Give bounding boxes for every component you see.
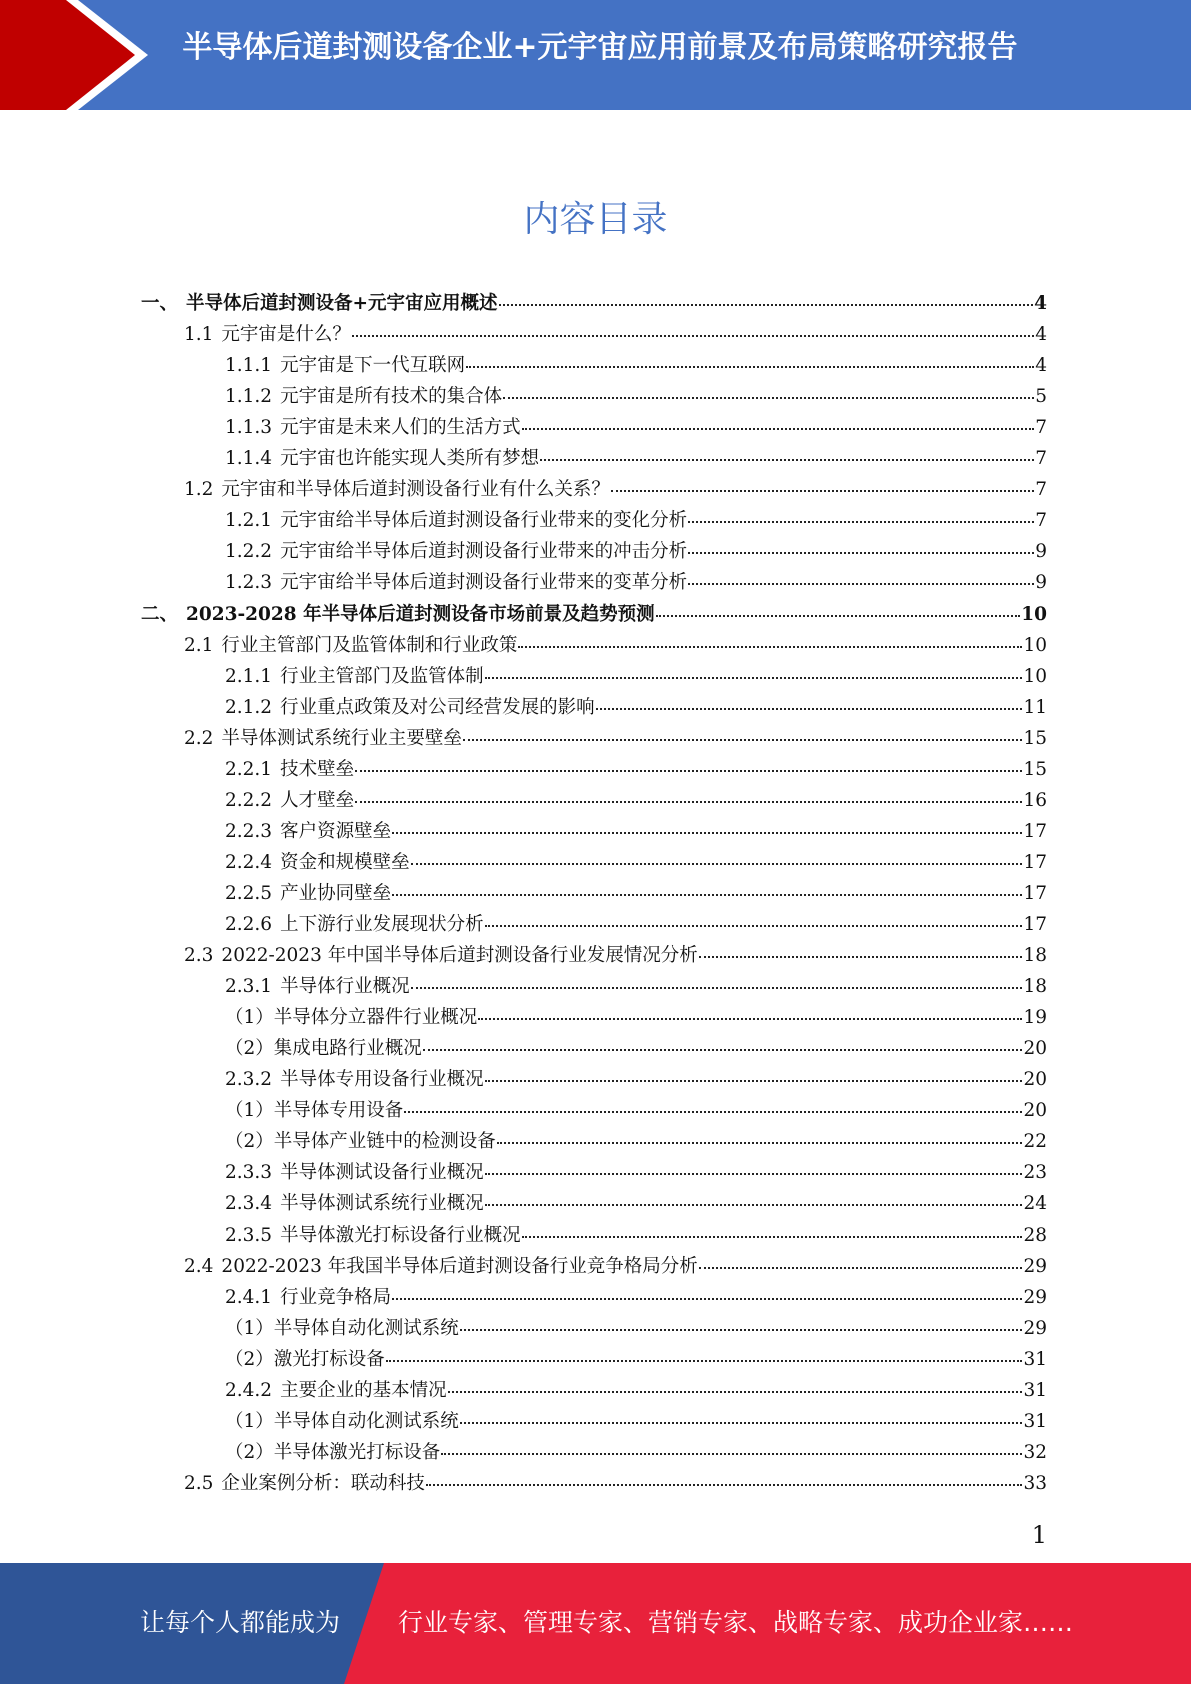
toc-leader-dots [522,406,1035,430]
toc-entry-title: 半导体产业链中的检测设备 [273,1131,496,1153]
toc-entry-title: 行业竞争格局 [280,1286,392,1308]
toc-entry-number: （2） [225,1131,274,1153]
toc-entry-title: 2023-2028 年半导体后道封测设备市场前景及趋势预测 [186,603,655,625]
toc-entry[interactable] [141,285,1047,316]
toc-entry-page: 7 [1035,448,1047,470]
toc-leader-dots [656,593,1021,617]
toc-leader-dots [441,1431,1022,1455]
toc-entry-page: 22 [1023,1131,1047,1153]
toc-entry-title: 元宇宙是什么？ [221,324,351,346]
toc-entry-number: 1.2.3 [225,572,273,594]
toc-leader-dots [518,624,1022,648]
toc-leader-dots [411,965,1023,989]
toc-entry[interactable] [225,502,1047,533]
toc-entry[interactable] [225,844,1047,875]
toc-entry-number: 2.3.2 [225,1069,273,1091]
header-red-chevron [0,0,150,110]
toc-entry-title: 半导体分立器件行业概况 [273,1007,478,1029]
toc-entry[interactable] [184,471,1047,502]
toc-entry-page: 4 [1035,355,1047,377]
toc-leader-dots [386,1338,1023,1362]
toc-entry[interactable] [225,1310,1047,1341]
toc-entry-number: 2.4.2 [225,1379,273,1401]
toc-leader-dots [485,655,1023,679]
toc-entry-number: 1.2.1 [225,510,273,532]
toc-leader-dots [463,717,1023,741]
toc-leader-dots [423,1027,1023,1051]
toc-entry-number: 2.2.1 [225,758,273,780]
toc-leader-dots [404,1089,1022,1113]
toc-entry-page: 23 [1023,1162,1047,1184]
toc-leader-dots [699,1245,1023,1269]
toc-entry[interactable] [225,1092,1047,1123]
toc-entry-title: 元宇宙和半导体后道封测设备行业有什么关系？ [221,479,610,501]
toc-leader-dots [392,810,1022,834]
toc-leader-dots [448,1369,1023,1393]
toc-entry-title: 半导体行业概况 [280,976,410,998]
toc-entry-title: 主要企业的基本情况 [280,1379,447,1401]
toc-leader-dots [688,530,1034,554]
toc-entry-title: 元宇宙也许能实现人类所有梦想 [280,448,540,470]
toc-entry[interactable] [184,1248,1047,1279]
toc-entry-title: 2022-2023 年中国半导体后道封测设备行业发展情况分析 [221,945,698,967]
toc-entry-title: 产业协同壁垒 [280,882,392,904]
footer-banner [0,1563,1191,1684]
toc-entry[interactable] [225,1185,1047,1216]
toc-entry[interactable] [141,596,1047,627]
toc-entry-title: 企业案例分析：联动科技 [221,1472,425,1494]
toc-leader-dots [352,313,1034,337]
toc-entry[interactable] [225,813,1047,844]
toc-entry-number: 2.2 [184,727,214,749]
toc-entry[interactable] [225,378,1047,409]
toc-entry[interactable] [184,316,1047,347]
toc-entry-title: 半导体自动化测试系统 [273,1410,459,1432]
toc-entry[interactable] [225,1341,1047,1372]
toc-leader-dots [466,344,1034,368]
toc-entry-number: 一、 [141,293,179,314]
toc-leader-dots [699,934,1023,958]
toc-entry-page: 32 [1023,1441,1047,1463]
toc-entry-title: 半导体自动化测试系统 [273,1317,459,1339]
toc-entry[interactable] [225,1372,1047,1403]
toc-leader-dots [540,437,1034,461]
toc-entry-title: 元宇宙是所有技术的集合体 [280,386,503,408]
toc-entry-number: 二、 [141,603,179,625]
toc-entry-title: 半导体专用设备行业概况 [280,1069,484,1091]
toc-entry-number: 1.1.3 [225,417,273,439]
toc-entry-page: 9 [1035,541,1047,563]
toc-entry-page: 7 [1035,479,1047,501]
toc-entry[interactable] [225,1030,1047,1061]
toc-entry-number: （1） [225,1100,274,1122]
toc-heading: 内容目录 [523,199,668,240]
toc-entry-title: 元宇宙给半导体后道封测设备行业带来的冲击分析 [280,541,688,563]
toc-entry-number: （1） [225,1410,274,1432]
header-banner [0,0,1191,110]
toc-leader-dots [355,748,1022,772]
toc-entry-page: 31 [1023,1348,1047,1370]
toc-entry-page: 20 [1023,1100,1047,1122]
toc-entry-page: 28 [1023,1224,1047,1246]
toc-entry-page: 29 [1023,1255,1047,1277]
toc-entry-page: 17 [1023,882,1047,904]
toc-entry-page: 17 [1023,914,1047,935]
toc-entry-number: 1.2 [184,479,214,501]
toc-entry-title: 技术壁垒 [280,758,355,780]
toc-entry-page: 16 [1023,789,1047,811]
toc-entry[interactable] [225,409,1047,440]
report-title: 半导体后道封测设备企业+元宇宙应用前景及布局策略研究报告 [182,30,1018,65]
footer-slogan-right: 行业专家、管理专家、营销专家、战略专家、成功企业家…… [398,1608,1074,1637]
toc-entry-title: 半导体激光打标设备行业概况 [280,1224,521,1246]
toc-entry-number: 2.1.2 [225,696,273,718]
toc-leader-dots [497,1120,1023,1144]
toc-entry-page: 5 [1035,386,1047,408]
toc-leader-dots [460,1307,1023,1331]
toc-entry-number: 2.3.1 [225,976,273,998]
toc-entry[interactable] [225,347,1047,378]
toc-entry-title: 半导体激光打标设备 [273,1441,441,1463]
toc-entry[interactable] [184,937,1047,968]
toc-entry-page: 4 [1035,324,1047,346]
toc-entry[interactable] [225,1279,1047,1310]
toc-entry-title: 资金和规模壁垒 [280,851,410,873]
toc-entry[interactable] [225,1123,1047,1154]
toc-entry-page: 18 [1023,976,1047,998]
toc-entry-page: 33 [1023,1472,1047,1494]
toc-entry[interactable] [225,875,1047,906]
toc-leader-dots [460,1400,1023,1424]
toc-entry-title: 元宇宙是未来人们的生活方式 [280,417,521,439]
toc-entry[interactable] [225,533,1047,564]
toc-leader-dots [426,1462,1023,1486]
toc-entry-title: 半导体专用设备 [273,1100,404,1122]
toc-entry[interactable] [225,564,1047,595]
toc-entry[interactable] [184,720,1047,751]
toc-entry-title: 元宇宙给半导体后道封测设备行业带来的变革分析 [280,572,688,594]
toc-entry-page: 29 [1023,1317,1047,1339]
toc-entry-number: 2.3.5 [225,1224,273,1246]
toc-leader-dots [485,1058,1023,1082]
toc-entry-title: 半导体测试系统行业主要壁垒 [221,727,462,749]
toc-entry-page: 18 [1023,945,1047,967]
toc-leader-dots [392,872,1022,896]
toc-entry-page: 20 [1023,1038,1047,1060]
toc-leader-dots [503,375,1034,399]
toc-entry-title: 客户资源壁垒 [280,820,392,842]
toc-entry[interactable] [184,1465,1047,1496]
toc-entry-page: 24 [1023,1193,1047,1215]
toc-entry-number: 2.2.3 [225,820,273,842]
toc-entry-page: 7 [1035,510,1047,532]
toc-entry[interactable] [225,751,1047,782]
toc-entry-title: 半导体测试设备行业概况 [280,1162,484,1184]
toc-entry-number: （2） [225,1441,274,1463]
toc-leader-dots [522,1214,1023,1238]
toc-entry-number: 2.3.3 [225,1162,273,1184]
toc-entry[interactable] [225,1217,1047,1248]
toc-entry[interactable] [225,782,1047,813]
toc-leader-dots [485,1182,1023,1206]
toc-entry-page: 15 [1023,758,1047,780]
toc-entry-number: 1.1.1 [225,355,273,377]
toc-entry-number: 2.2.4 [225,851,273,873]
toc-entry-number: 2.1.1 [225,665,273,687]
toc-entry-number: 2.2.2 [225,789,273,811]
toc-entry-number: （2） [225,1038,274,1060]
toc-leader-dots [411,841,1023,865]
toc-entry[interactable] [225,1154,1047,1185]
toc-entry-page: 10 [1023,634,1047,656]
toc-entry-number: 1.1.2 [225,386,273,408]
toc-entry[interactable] [225,999,1047,1030]
toc-entry-number: 1.2.2 [225,541,273,563]
toc-entry-title: 元宇宙是下一代互联网 [280,355,466,377]
toc-leader-dots [596,686,1023,710]
toc-entry[interactable] [225,689,1047,720]
toc-entry-page: 31 [1023,1410,1047,1432]
page-number: 1 [1031,1521,1047,1549]
toc-entry-page: 20 [1023,1069,1047,1091]
toc-entry-title: 上下游行业发展现状分析 [280,914,484,935]
toc-entry[interactable] [184,627,1047,658]
toc-entry-number: 2.3 [184,945,214,967]
toc-entry-page: 19 [1023,1007,1047,1029]
toc-entry-title: 集成电路行业概况 [273,1038,422,1060]
toc-entry[interactable] [225,906,1047,937]
toc-entry-title: 元宇宙给半导体后道封测设备行业带来的变化分析 [280,510,688,532]
toc-entry[interactable] [225,1434,1047,1465]
toc-entry-title: 激光打标设备 [273,1348,385,1370]
toc-entry-page: 10 [1021,603,1047,625]
toc-leader-dots [478,996,1022,1020]
toc-entry-title: 人才壁垒 [280,789,355,811]
toc-entry-number: （1） [225,1317,274,1339]
toc-entry-page: 17 [1023,851,1047,873]
toc-entry-number: （1） [225,1007,274,1029]
toc-leader-dots [499,282,1034,306]
toc-entry-title: 行业主管部门及监管体制和行业政策 [221,634,518,656]
toc-leader-dots [485,1151,1023,1175]
toc-leader-dots [392,1276,1022,1300]
toc-entry-number: 2.3.4 [225,1193,273,1215]
toc-entry[interactable] [225,658,1047,689]
toc-entry[interactable] [225,968,1047,999]
toc-leader-dots [688,499,1034,523]
toc-entry-title: 半导体后道封测设备+元宇宙应用概述 [186,293,498,314]
toc-entry-title: 2022-2023 年我国半导体后道封测设备行业竞争格局分析 [221,1255,698,1277]
toc-entry-page: 17 [1023,820,1047,842]
toc-entry-number: 1.1 [184,324,214,346]
toc-entry-number: 2.2.5 [225,882,273,904]
toc-entry-page: 31 [1023,1379,1047,1401]
toc-entry-number: （2） [225,1348,274,1370]
toc-entry-page: 7 [1035,417,1047,439]
footer-slogan-left: 让每个人都能成为 [140,1608,341,1637]
toc-entry-page: 11 [1023,696,1047,718]
toc-entry-title: 行业主管部门及监管体制 [280,665,484,687]
toc-entry-number: 2.2.6 [225,914,273,935]
toc-leader-dots [688,561,1034,585]
toc-entry-number: 2.5 [184,1472,214,1494]
toc-leader-dots [355,779,1022,803]
toc-entry-page: 29 [1023,1286,1047,1308]
toc-entry[interactable] [225,1061,1047,1092]
toc-leader-dots [611,468,1034,492]
toc-entry-page: 4 [1034,293,1047,314]
toc-entry-page: 10 [1023,665,1047,687]
toc-entry-number: 1.1.4 [225,448,273,470]
toc-leader-dots [485,903,1023,927]
toc-entry-number: 2.1 [184,634,214,656]
toc-entry-number: 2.4.1 [225,1286,273,1308]
toc-entry-title: 行业重点政策及对公司经营发展的影响 [280,696,595,718]
toc-entry[interactable] [225,1403,1047,1434]
toc-entry-page: 9 [1035,572,1047,594]
toc-entry-title: 半导体测试系统行业概况 [280,1193,484,1215]
toc-entry-page: 15 [1023,727,1047,749]
toc-entry[interactable] [225,440,1047,471]
toc-entry-number: 2.4 [184,1255,214,1277]
